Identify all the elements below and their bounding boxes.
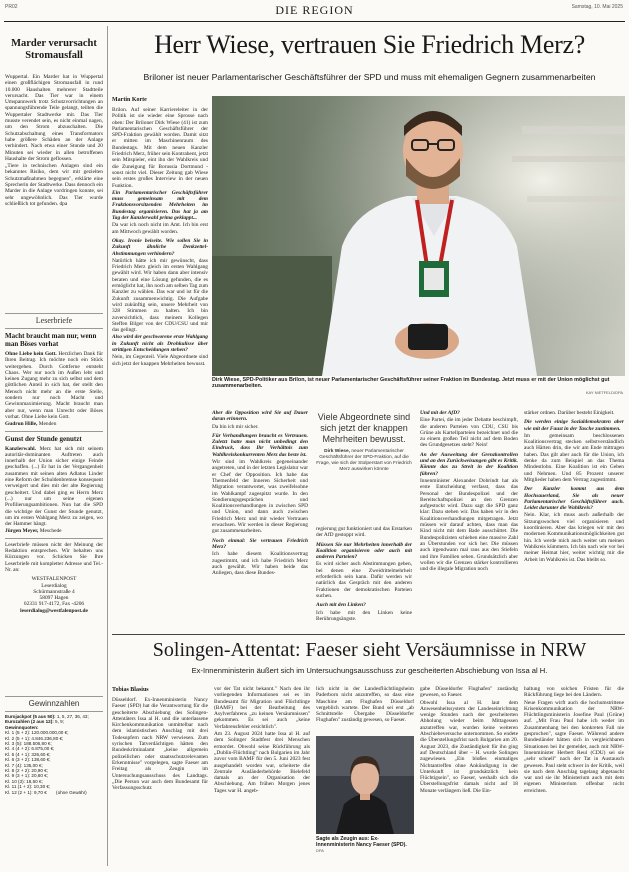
address-line: Schürmannstraße 4	[33, 588, 75, 595]
letter-subtitle: Ohne Liebe kein Gott.	[5, 351, 57, 357]
divider	[5, 313, 103, 314]
lotto-class: Kl. 2 (5 + 1): 4.846.236,80 €;	[5, 735, 64, 741]
column-separator	[107, 26, 108, 866]
divider	[5, 328, 103, 329]
news-para: „Tiere in technischen Anlagen sind ein bekanntes Risiko, dem wir mit gezielten Schutzmaßnahmen begegnen", erklärte eine Sprecherin der Stadtwerke. Dass dennoch ein Marder in die Anlage vordringen konnte, sei sehr ungewöhnlich. Das Tier wurde schließlich tot gefunden. dpa	[5, 163, 103, 207]
article-para: Wir sind im Wahlkreis gegeneinander angetreten, und in der letzten Legislatur war er Chef der Opposition. Ich habe das Themenfeld der Inneren Sicherheit und Migration verantwortet, was zweifelsohne im Wahlkampf zugespitzt wurde. In den Sondierungsgesprächen und Koalitionsverhandlungen in zwischen SPD und Union, und dann auch zwischen Friedrich Merz und mir wieder Vertrauen erwachsen. Wir werden in dieser Regierung gut zusammenarbeiten.	[212, 459, 308, 535]
article2-author: Tobias Blasius	[112, 687, 149, 693]
letter-author: Gudrun Hille,	[5, 421, 38, 428]
interview-question: An der Ausweitung der Grenzkontrollen und an den Zurückweisungen gibt es Kritik. Könnte das zu Streit in der Koalition führen?	[420, 451, 518, 477]
divider	[5, 696, 103, 697]
letter-author: Jürgen Meyer,	[5, 528, 39, 535]
letter-title: Gunst der Stunde genutzt	[5, 434, 82, 443]
letters-address	[5, 576, 103, 614]
article-para: vor der Tat nicht bekannt." Nach den ihr vorliegenden Informationen sei es im Bundesamt für Migration und Flüchtlinge (BAMF) bei der Bearbeitung des Asylverfahrens „zu keinen Versäumnissen" gekommen. Es sei auch „keine Verfahrensfehler ersichtlich".	[214, 686, 310, 730]
lotto-class: Kl. 3 (5): 188.506,80 €;	[5, 741, 52, 747]
eurozahlen-numbers: 5, 9;	[55, 719, 64, 725]
lotto-class: Kl. 1 (5 + 2): 120.000.000,00 €;	[5, 730, 69, 736]
address-line: Leserdialog	[41, 582, 67, 589]
article1-subhead: Briloner ist neuer Parlamentarischer Geschäftsführer der SPD und muss mit ehemaligen Gegnern zusammenarbeiten	[143, 72, 596, 82]
masthead-rule	[4, 21, 625, 22]
divider	[5, 538, 103, 539]
article2-photo-caption: Sagte als Zeugin aus: Ex-Innenministerin Nancy Faeser (SPD).	[316, 836, 407, 849]
lotto-class: Kl. 6 (3 + 2): 138,60 €;	[5, 757, 51, 763]
article-para: Natürlich hätte ich mir gewünscht, dass Friedrich Merz gleich im ersten Wahlgang gewählt wird. Wir haben dann aber intensiv beraten und eine Lösung gefunden, die es ermöglicht hat, ihn noch am selben Tag zum Kanzler zu wählen. Das war und ist für die Zukunft zusammenwichtig. Die Aufgabe wird zukünftig sein, unsere Mehrheit von 328 Stimmen zu halten. Ich bin zuversichtlich, dass meinem Kollegen Steffen Bilger von der CDU/CSU und mir das gelingt.	[112, 257, 208, 334]
pull-quote-attribution: neuer Parlamentarischer Geschäftsführer der SPD-Fraktion, auf die Frage, wie sich der Stolperstart von Friedrich Merz auswirken könnte	[316, 449, 412, 472]
lotto-class: Kl. 4 (4 + 2): 6.875,00 €;	[5, 746, 55, 752]
article1-photo-caption: Dirk Wiese, SPD-Politiker aus Brilon, ist neuer Parlamentarischer Geschäftsführer seiner Fraktion im Bundestag. Jetzt muss er mit der Union möglichst gut zusammenarbeiten.	[212, 377, 610, 390]
article2-col2	[214, 686, 310, 795]
letters-title: Leserbriefe	[35, 316, 73, 325]
lotto-class: Kl. 8 (2 + 2): 20,90 €;	[5, 768, 49, 774]
article2-photo-caption-wrap	[316, 836, 414, 855]
article2-col4	[420, 686, 518, 795]
lotto-box	[5, 699, 103, 795]
lotto-class: Kl. 7 (4): 135,00 €;	[5, 762, 43, 768]
letter-text: Herzlichen Dank für Ihren Beitrag. Ich möchte noch ein Stück weitergehen. Durch Gottferne entsteht Chaos. Wer nur noch im Außen lebt und keinen Zugang mehr zu sich selbst und dem göttlichen Anteil in sich hat, der stellt den Mensch nicht mehr an die erste Stelle, sondern nur noch Macht und Gewinnmaximierung. Macht braucht man aber nur, wenn man Unrecht oder Böses vorhat. Ohne Liebe kein Gott.	[5, 351, 103, 420]
article-divider	[112, 634, 625, 635]
article-para: Am 23. August 2024 hatte Issa al H. auf dem Solinger Stadtfest drei Menschen ermordet. Obwohl seine Rückführung als „Dublin-Flüchtling" nach Bulgarien im Jahr zuvor vom BAMF für den 5. Juni 2023 fest ausgehandelt worden war, scheiterte die Zentrale Ausländerbehörde Bielefeld damals an der Organisation der Abschiebung. Am frühen Morgen jenes Tages war H. angeb-	[214, 731, 310, 794]
eurojackpot-label: Eurojackpot (5 aus 50):	[5, 714, 56, 719]
article1-col3	[316, 526, 412, 623]
interview-question: Ein Parlamentarischer Geschäftsführer muss gemeinsam mit dem Fraktionsvorsitzenden Mehrheiten im Bundestag organisieren. Das hat ja am Tag der Kanzlerwahl prima geklappt...	[112, 189, 208, 222]
interview-question: Auch mit den Linken?	[316, 602, 366, 609]
address-line: WESTFALENPOST	[31, 576, 77, 583]
article-para: regierung gut funktioniert und das Erstarken der AfD gestoppt wird.	[316, 526, 412, 539]
divider	[5, 431, 103, 432]
lotto-class: Kl. 9 (3 + 1): 20,60 €;	[5, 773, 49, 779]
interview-question: Also wird der geschworene erste Wahlgang in Zukunft nicht als Drohkulisse über strittigen Entscheidungen stehen?	[112, 334, 208, 353]
article-para: Im gemeinsam beschlossenen Koalitionsvertrag stecken selbstverständlich auch Härten drin, die wir am Ende mittragen haben. Das gilt aber auch für die Union, ich denke da zum Beispiel an das Thema Mindestlohn. Eine Koalition ist ein Geben und Nehmen. Und 85 Prozent unserer Mitglieder haben dem Vertrag zugestimmt.	[524, 432, 624, 483]
article-para: Da bin ich mir sicher.	[212, 423, 259, 430]
lotto-title: Gewinnzahlen	[28, 699, 80, 708]
article2-subhead: Ex-Innenministerin äußert sich im Untersuchungsausschuss zur gescheiterten Abschiebung von Issa al H.	[191, 666, 548, 675]
wiese-photo-illustration	[212, 96, 625, 376]
letters-email[interactable]: leserdialog@westfalenpost.de	[20, 607, 88, 614]
interview-question: Noch einmal: Sie vertrauen Friedrich Merz?	[212, 537, 308, 550]
article-para: Es wird sicher auch Abstimmungen geben, bei denen eine Zweidrittelmehrheit erforderlich sein kann. Dafür werden wir natürlich das Gespräch mit den anderen Fraktionen der demokratischen Parteien suchen.	[316, 561, 412, 599]
news-para: Wuppertal. Ein Marder hat in Wuppertal einen großflächigen Stromausfall in rund 10.000 Haushalten mehrerer Stadtteile verursacht. Das Tier war in einem Umspannwerk trotz Schutzvorrichtungen an spannungsführende Teile gelangt, teilten die Wuppertaler Stadtwerke mit. Das Tier musste verendet sein, es nicht einmal nagen, um den Strom abzuschalten. Die Schutzabschaltung eines Transformators habe größere Schäden an der Anlage verhindert. Nach etwa einer Stunde und 20 Minuten sei wieder in allen betroffenen Haushalte der Strom geflossen.	[5, 74, 103, 162]
interview-question: Der Kanzler kommt aus dem Hochsauerland, Sie als neuer Parlamentarischer Geschäftsführer auch. Leidet darunter die Wahlkreis?	[524, 486, 624, 512]
article-para: gabe Düsseldorfer Flughafen" zuständig gewesen, so Faeser.	[420, 686, 518, 699]
lotto-class: Kl. 12 (2 + 1): 9,70 €	[5, 789, 47, 795]
interview-question: Okay. Ironie beiseite. Wie sollen Sie in Zukunft ähnliche Denkzettel-Abstimmungen verhindern?	[112, 237, 208, 257]
pull-quote-box	[316, 412, 412, 522]
article-para: Eine Partei, die im jeder Debatte beschimpft, die anderen Parteien von CDU, CSU bis Grüne als Kartellparteien bezeichnet und die zu einem großen Teil nicht auf dem Boden des Grundgesetzes steht? Nein!	[420, 417, 518, 449]
article-para: Düsseldorf. Ex-Innenministerin Nancy Faeser (SPD) hat die Verantwortung für die gescheiterte Abschiebung des Solingen-Attentäters Issa al H. und die unterlassene Kirchenkommunikation unmittelbar nach dem islamistischen Anschlag mit drei Todesopfern nach NRW verwiesen. Zum syrischen Tatverdächtigen hätten den Bundeskriminalamt „keine allgemein polizeilichen oder staatsschutzrelevanten Erkenntnisse" vorgelegen, sagte Faeser am Freitag als Zeugin im Untersuchungsausschuss des Landtags. „Die Person war auch dem Bundesamt für Verfassungsschutz	[112, 697, 208, 792]
article1-col1	[112, 96, 208, 368]
article-para: Nein. Klar, ich muss auch außerhalb der Sitzungswochen viel organisieren und koordinieren. Aber das kriegen wir mit den modernen Kommunikationsmöglichkeiten gut hin. Ich werde mich auch weiter um meinen Wahlkreis kümmern. Ich bin nach wie vor bei meiner Heimat hier, weiter wichtig mir die Arbeit im Wahlkreis ist. Das bleibt so.	[524, 512, 624, 563]
pull-quote-name: Dirk Wiese,	[324, 449, 350, 454]
divider	[5, 711, 103, 712]
article1-headline: Herr Wiese, vertrauen Sie Friedrich Merz?	[154, 30, 585, 59]
pull-quote: Viele Abgeordnete sind sich jetzt der knappen Mehrheiten bewusst.	[317, 412, 411, 444]
lotto-class: Kl. 5 (4 + 1): 326,60 €;	[5, 751, 51, 757]
article2-col1	[112, 686, 208, 792]
article-para: Obwohl Issa al H. laut dem Anwesenheitssystem der Landeseinrichtung wenige Stunden nach der gescheiterten Abholung wieder beim Mittagessen anzutreffen war, wurden keine weiteren Abschiebeversuche unternommen. So endete die Überstellungsfrist nach Bulgarien am 20. August 2023, die Zuständigkeit für ihn ging auf Deutschland über – H. wurde Solingen zugewiesen. „Ein bloßes einmaliges Nichtantreffen ohne Ankündigung in der Unterkunft ist grundsätzlich kein Flüchtigsein", so Faeser, weshalb sich die Überstellungsfrist damals nicht auf 18 Monate verlängern ließ. Die Ein-	[420, 699, 518, 794]
address-line: 58097 Hagen	[39, 595, 69, 602]
eurozahlen-label: Eurozahlen (2 aus 12):	[5, 719, 54, 725]
page-date: Samstag, 10. Mai 2025	[571, 4, 623, 10]
article2-photo	[316, 736, 414, 834]
article-para: Brilon. Auf seiner Karriereleiter in der Politik ist sie wieder eine Sprosse nach oben: Der Briloner Dirk Wiese (41) ist zum Parlamentarischen Geschäftsführer der SPD-Fraktion gewählt worden. Damit sitzt er mitten im Maschinenraum des Bundestags. Mit dem neuen Kanzler Friedrich Merz, früher sein Kontrahent, jetzt sein Mitspieler, eint ihn der Wahlkreis und die Zuneigung für Borussia Dortmund - sonst nicht viel. Dieser Zeitung gab Wiese sein erstes großes Interview in der neuen Funktion.	[112, 107, 208, 189]
interview-question: Und mit der AfD?	[420, 410, 460, 416]
article-para: haltung von solchen Fristen für die Rückführung liege bei den Ländern.	[524, 686, 624, 699]
eurojackpot-numbers: 1, 5, 27, 36, 43;	[56, 714, 89, 719]
lotto-disclaimer: (ohne Gewähr)	[56, 789, 87, 795]
article1-author: Martin Korte	[112, 97, 147, 103]
article1-col5	[524, 410, 624, 564]
letter-place: Meschede	[39, 528, 62, 535]
sidebar-news	[5, 38, 103, 208]
section-title: DIE REGION	[275, 3, 354, 17]
article1-col2	[212, 410, 308, 577]
interview-question: Für Verhandlungen braucht es Vertrauen. Zuletzt hatte man nicht unbedingt den Eindruck, dass Ihr Verhältnis zum Wahlkreiskonkurrenten Merz das beste ist.	[212, 432, 308, 458]
letters-note: Leserbriefe müssen nicht der Meinung der Redaktion entsprechen. Wir behalten uns Kürzungen vor. Schicken Sie Ihre Leserbriefe mit kompletter Adresse und Tel.-Nr. an:	[5, 541, 103, 573]
article2-col3	[316, 686, 414, 725]
article-para: Nein, im Gegenteil. Viele Abgeordnete sind sich jetzt der knappen Mehrheiten bewusst.	[112, 354, 208, 367]
news-headline: Marder verursacht Stromausfall	[11, 38, 97, 61]
letter-subtitle: Kanzlerwahl.	[5, 445, 36, 452]
article2-col5	[524, 686, 624, 795]
lotto-class: Kl. 10 (3): 18,50 €;	[5, 778, 43, 784]
interview-question: Die werden einige Sozialdemokraten aber wie mit der Faust in der Tasche zustimmen.	[524, 419, 624, 432]
letter-place: Menden	[38, 421, 57, 428]
address-line: 02331 917-4172, Fax -4206	[23, 601, 85, 608]
letter-text: Merz hat sich mit seinem autoritär-dominanten Auftreten auch innerhalb der Union sicher einige Feinde geschaffen. (...) Er hat in der Vergangenheit zusammen mit seinen alten Adlatus Linder eine Reform der Schuldenbremse konsequent verweigert und dies mit der alte Regierung gescheitert. Und dabei ging es Herrn Merz (...) nur um seine eigenen Profilierungsambitionen. Nun hat die SPD die wichtige der Gunst der Stunde genutzt, um im ersten Wahlgang Merz zu zeigen, wo der Hammer hängt.	[5, 445, 103, 528]
gewinnquoten-label: Gewinnquoten:	[5, 724, 39, 730]
article-para: Da war ich noch nicht im Amt. Ich bin erst am Mittwoch gewählt worden.	[112, 222, 208, 235]
article-para: stärker ordnen. Darüber besteht Einigkeit.	[524, 410, 615, 416]
faeser-photo-illustration	[316, 736, 414, 834]
article2-headline: Solingen-Attentat: Faeser sieht Versäumnisse in NRW	[152, 639, 587, 661]
interview-question: Aber die Opposition wird Sie auf Dauer daran erinnern.	[212, 410, 308, 423]
article-para: Ich habe diesem Koalitionsvertrag zugestimmt, und ich habe Friedrich Merz auch gewählt. Wir haben beide das Anliegen, dass diese Bundes-	[212, 551, 308, 577]
article-para: Ich habe mit den Linken keine Berührungsängste.	[316, 609, 412, 622]
article-para: lich nicht in der Landesflüchtlingsheim Paderborn nicht anzutreffen, so dass eine Maschine am Flughafen Düsseldorf vergeblich wartete. Der Bund sei erst „ab Schnittstelle Übergabe Düsseldorfer Flughafen" zuständig gewesen, so Faeser.	[316, 686, 414, 724]
article2-photo-credit: DPA	[316, 848, 324, 854]
article1-col4	[420, 410, 518, 573]
page-code: PR02	[5, 4, 18, 10]
letters-section	[5, 316, 103, 614]
letter-title: Macht braucht man nur, wenn man Böses vorhat	[5, 332, 97, 348]
article-para: Innenminister Alexander Dobrindt hat als erste Entscheidung verfasst, dass das Personal der Bundespolizei und der Bereitschaftspolizei an den Grenzen aufgestockt wird. Dazu sagt die SPD ganz klar: Dazu stehen wir. Das haben wir in den Koalitionsverhandlungen mitgetragen. Jetzt müssen wir darauf achten, dass man das Kind nicht mit dem Bade ausschüttet. Die Bundespolizisten schieben eine massive Zahl an Überstunden vor sich her. Die müssen auch irgendwann mal raus aus den Stiefeln und ihre Familien sehen. Grundsätzlich aber wollen wir die Grenzen stärker kontrollieren und die illegale Migration noch	[420, 477, 518, 573]
article-para: Neue Fragen wirft auch die hochumstrittene Krisenkommunikation der NRW-Flüchtlingsministerin Josefine Paul (Grüne) auf. „Mit Frau Paul habe ich weder im Zusammenhang bei den konkreten Fall nie gesprochen", sagte Faeser. Während andere Bundesländer hätten sich in vergleichbaren Situationen bei ihr gemeldet, auch mit NRW-Innenminister Herbert Reul (CDU) sei sie „sehr schnell" nach der Tat in Austausch gewesen. Paul steht schwer in der Kritik, weil sie nach dem Anschlag tagelang abgetaucht war und sie ihr Ministerium auch mit dem eigenen Ministerium offenbar nicht erreichten.	[524, 699, 624, 794]
interview-question: Müssen Sie nur Mehrheiten innerhalb der Koalition organisieren oder auch mit anderen Parteien?	[316, 541, 412, 561]
article1-photo	[212, 96, 625, 376]
article1-photo-credit: KAY NIETFELD/DPA	[585, 390, 623, 395]
lotto-class: Kl. 11 (1 + 2): 10,30 €;	[5, 784, 51, 790]
